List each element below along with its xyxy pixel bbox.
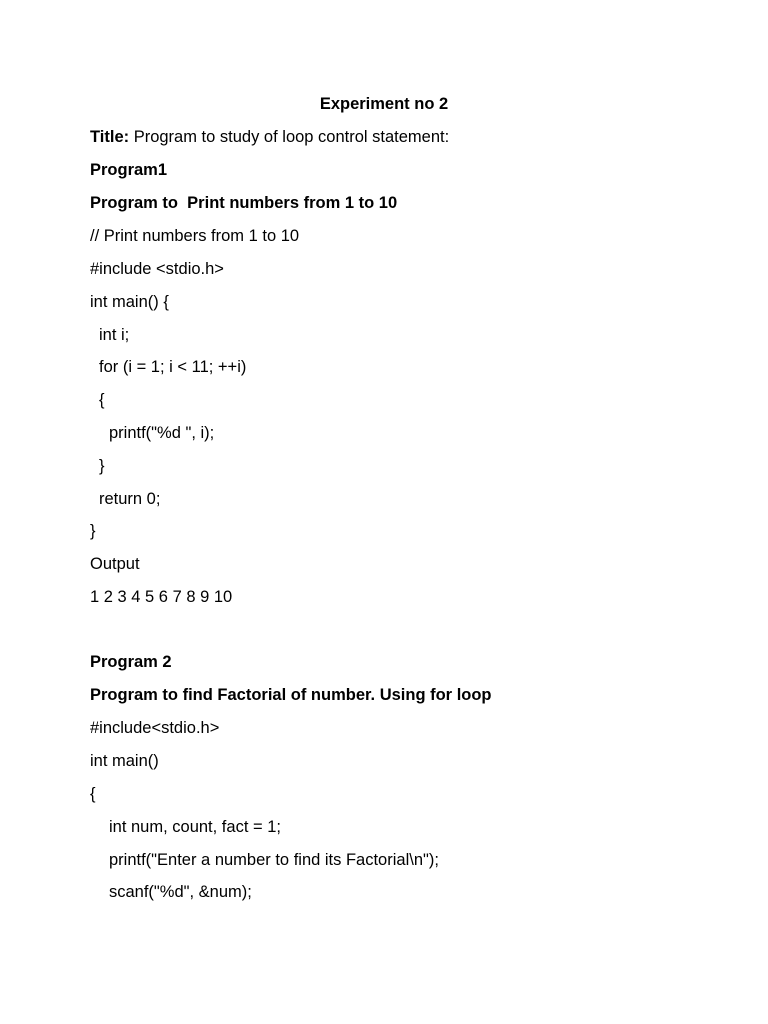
code-line: #include<stdio.h> xyxy=(90,719,220,737)
output-label: Output xyxy=(90,555,140,573)
program2-label: Program 2 xyxy=(90,653,172,671)
title-line xyxy=(90,127,449,147)
code-line: int main() { xyxy=(90,293,169,311)
code-line: int num, count, fact = 1; xyxy=(109,818,281,836)
code-line: // Print numbers from 1 to 10 xyxy=(90,227,300,245)
experiment-heading: Experiment no 2 xyxy=(319,95,449,113)
code-line: for (i = 1; i < 11; ++i) xyxy=(99,358,247,376)
title-text: Program to study of loop control statement: xyxy=(129,128,450,146)
output-value: 1 2 3 4 5 6 7 8 9 10 xyxy=(90,588,233,606)
code-line: scanf("%d", &num); xyxy=(109,883,252,901)
code-line: printf("Enter a number to find its Factorial\n"); xyxy=(109,851,439,869)
code-line: int i; xyxy=(99,326,130,344)
code-line: } xyxy=(99,457,105,475)
code-line: { xyxy=(90,785,96,803)
title-label: Title: xyxy=(90,128,130,146)
program1-subtitle: Program to Print numbers from 1 to 10 xyxy=(90,194,398,212)
code-line: return 0; xyxy=(99,490,161,508)
program2-subtitle: Program to find Factorial of number. Using for loop xyxy=(90,686,492,704)
code-line: printf("%d ", i); xyxy=(109,424,215,442)
program1-label: Program1 xyxy=(90,161,168,179)
code-line: } xyxy=(90,522,96,540)
code-line: #include <stdio.h> xyxy=(90,260,224,278)
code-line: { xyxy=(99,391,105,409)
code-line: int main() xyxy=(90,752,159,770)
